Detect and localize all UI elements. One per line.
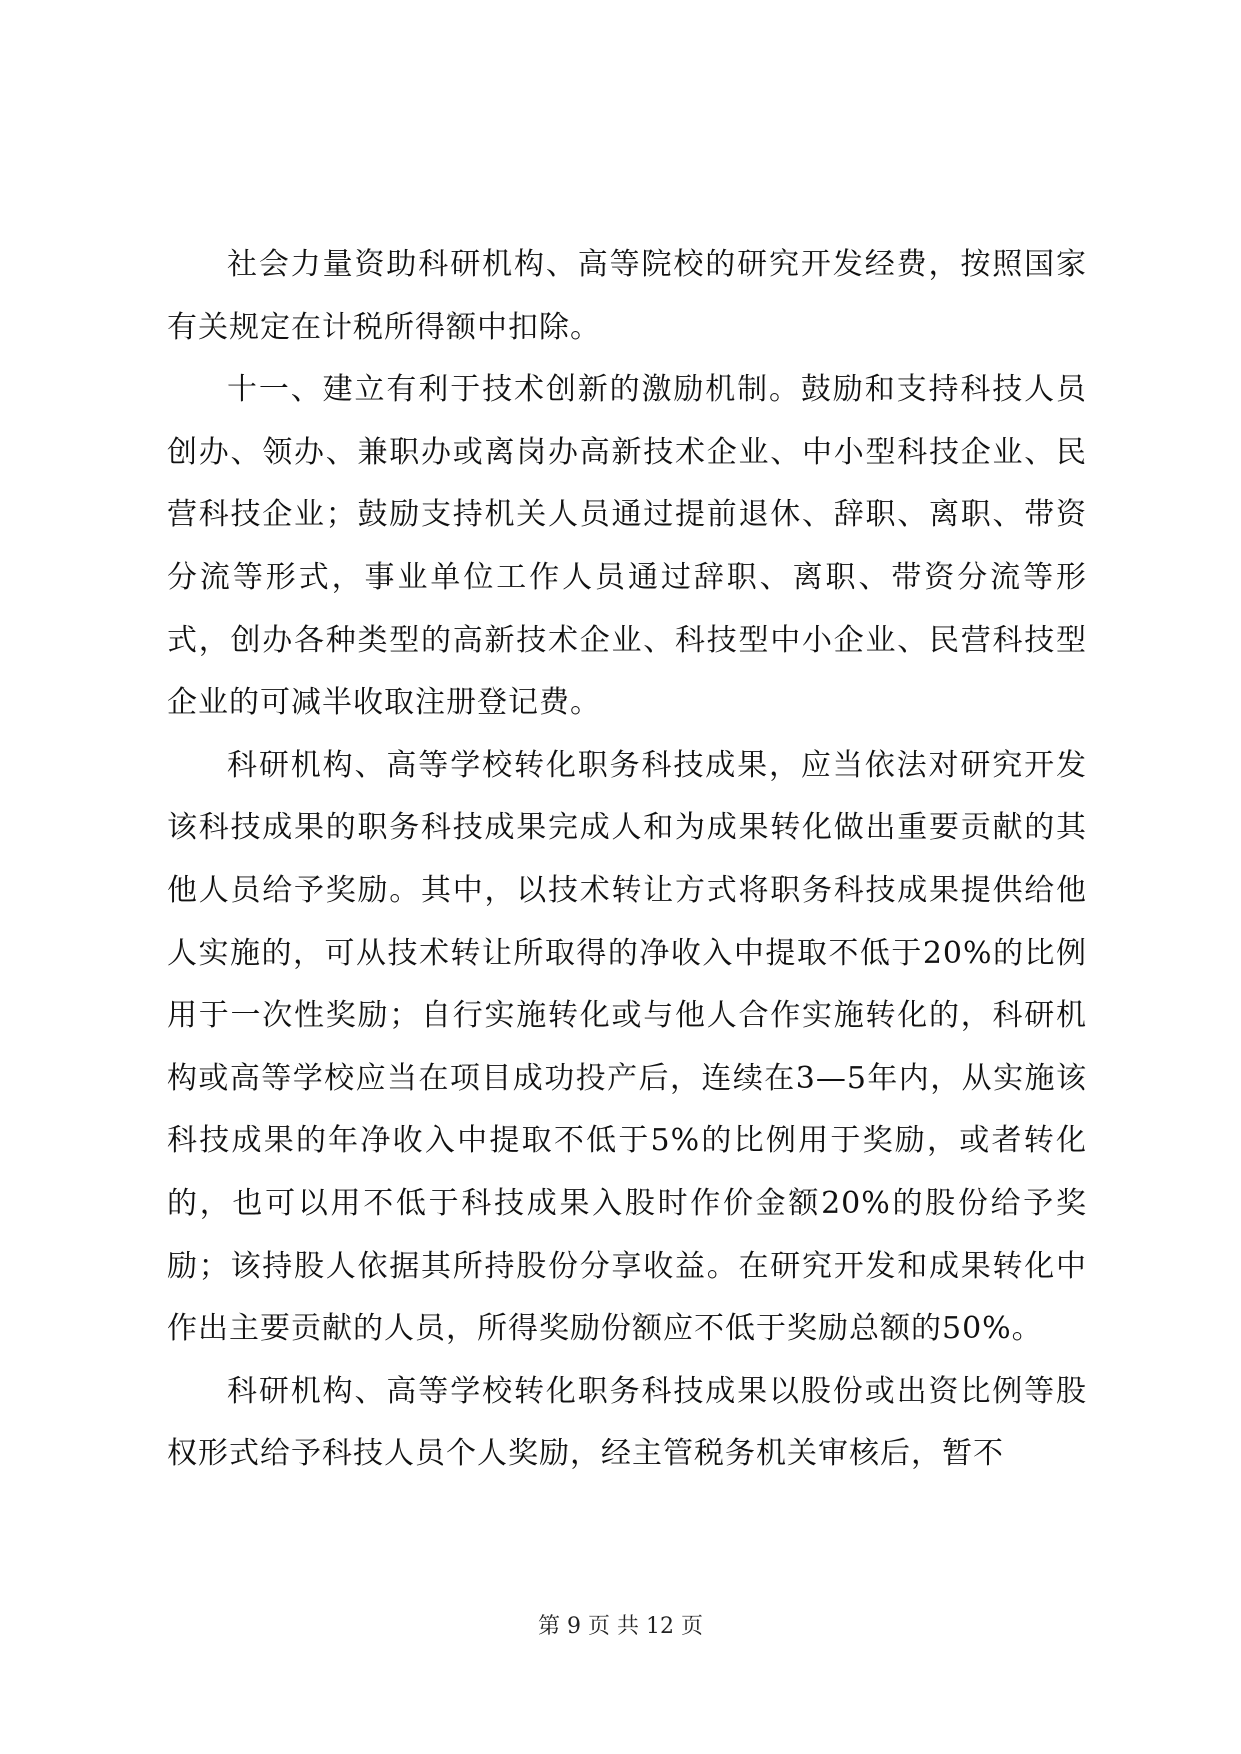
paragraph-2: 十一、建立有利于技术创新的激励机制。鼓励和支持科技人员创办、领办、兼职办或离岗办高新技术企业、中小型科技企业、民营科技企业；鼓励支持机关人员通过提前退休、辞职、离职、带资分流等形式，事业单位工作人员通过辞职、离职、带资分流等形式，创办各种类型的高新技术企业、科技型中小企业、民营科技型企业的可减半收取注册登记费。	[167, 372, 1087, 721]
document-body	[167, 234, 1087, 1486]
page-footer: 第 9 页 共 12 页	[538, 1614, 703, 1639]
paragraph-3: 科研机构、高等学校转化职务科技成果，应当依法对研究开发该科技成果的职务科技成果完成人和为成果转化做出重要贡献的其他人员给予奖励。其中，以技术转让方式将职务科技成果提供给他人实施的，可从技术转让所取得的净收入中提取不低于20%的比例用于一次性奖励；自行实施转化或与他人合作实施转化的，科研机构或高等学校应当在项目成功投产后，连续在3—5年内，从实施该科技成果的年净收入中提取不低于5%的比例用于奖励，或者转化的，也可以用不低于科技成果入股时作价金额20%的股份给予奖励；该持股人依据其所持股份分享收益。在研究开发和成果转化中作出主要贡献的人员，所得奖励份额应不低于奖励总额的50%。	[167, 747, 1087, 1347]
paragraph-4: 科研机构、高等学校转化职务科技成果以股份或出资比例等股权形式给予科技人员个人奖励，经主管税务机关审核后，暂不	[167, 1373, 1087, 1472]
paragraph-1: 社会力量资助科研机构、高等院校的研究开发经费，按照国家有关规定在计税所得额中扣除。	[167, 247, 1087, 345]
